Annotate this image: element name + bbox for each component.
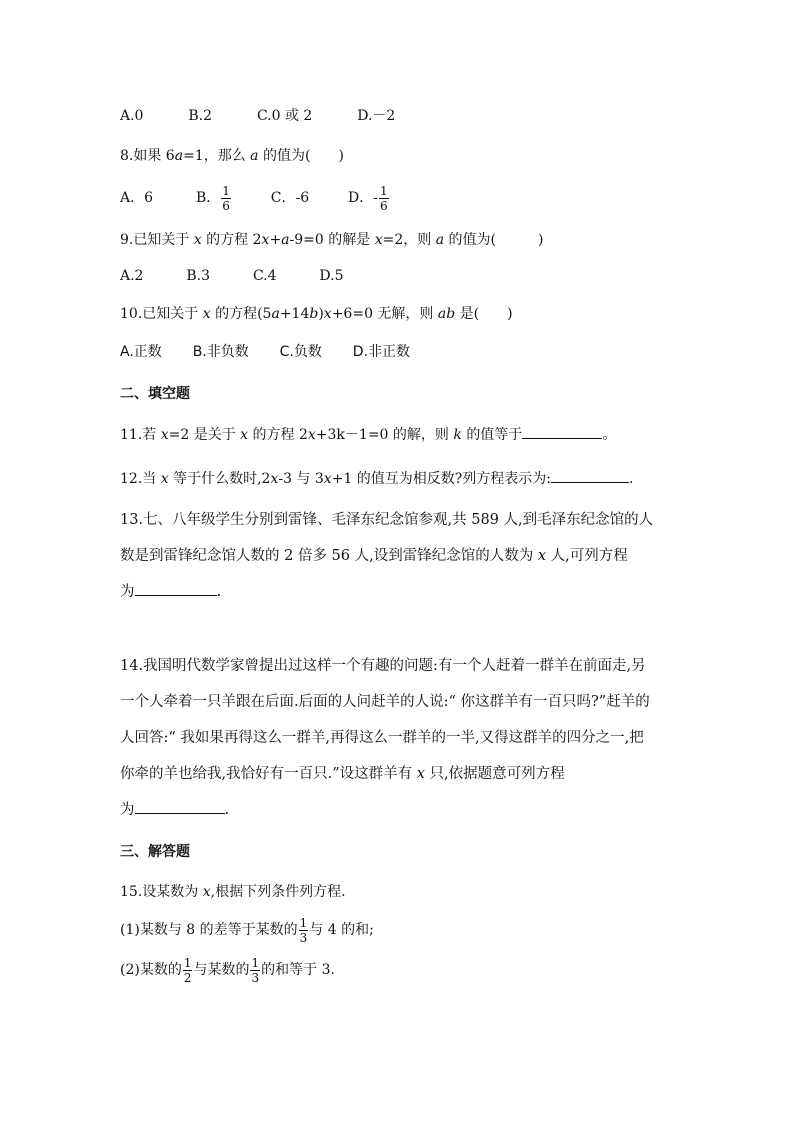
q8-text: 8.如果 6	[120, 148, 175, 164]
q9-text: -9=0 的解是	[289, 232, 371, 248]
denominator: 3	[299, 930, 308, 945]
q9-options	[120, 266, 344, 286]
q15-text: ,根据下列条件列方程.	[210, 884, 346, 900]
q8-option-c: C．-6	[270, 190, 310, 206]
q9-option-c: C.4	[252, 268, 277, 284]
q9-var: a	[435, 232, 445, 248]
q8-option-d-fraction	[379, 185, 389, 212]
q12-var: x	[160, 471, 169, 487]
q12-var: x	[270, 471, 279, 487]
q13-line: 13.七、八年级学生分别到雷锋、毛泽东纪念馆参观,共 589 人,到毛泽东纪念馆的人	[120, 512, 654, 528]
q11-text: 11.若	[120, 427, 157, 443]
q10-option-c: C.负数	[279, 344, 322, 360]
q15-part2	[120, 954, 335, 986]
q7-options	[120, 106, 395, 126]
section-heading-solve: 三、解答题	[120, 844, 190, 860]
q14-text: .	[224, 802, 230, 818]
numerator: 1	[299, 915, 308, 930]
q14-line	[120, 756, 700, 792]
q11-answer-blank[interactable]	[522, 424, 602, 439]
q10-text: 的方程(5	[215, 306, 272, 322]
q9-option-b: B.3	[186, 268, 211, 284]
q9-text: 的值为( )	[448, 232, 544, 248]
q15-var: x	[202, 884, 211, 900]
q13-line	[120, 538, 700, 574]
q13-var: x	[537, 548, 547, 564]
q10-var: ab	[437, 306, 456, 322]
q15-text: (2)某数的	[120, 962, 182, 978]
q11-var: x	[240, 427, 249, 443]
numerator: 1	[183, 955, 192, 970]
q10-option-d: D.非正数	[352, 344, 411, 360]
q10-text: +14	[279, 306, 310, 322]
q15-text: 与 4 的和;	[309, 922, 374, 938]
q10-var: x	[202, 306, 211, 322]
denominator: 6	[222, 198, 230, 213]
q10-var: a	[271, 306, 280, 322]
q14-line: 人回答:“ 我如果再得这么一群羊,再得这么一群羊的一半,又得这群羊的四分之一,把	[120, 730, 644, 746]
q12-answer-blank[interactable]	[551, 468, 629, 483]
q10-stem	[120, 304, 513, 324]
q10-text: 是( )	[459, 306, 513, 322]
q8-option-d-prefix: D．-	[348, 190, 379, 206]
q11-var: x	[307, 427, 316, 443]
q12-text: .	[629, 471, 634, 487]
q8-text: =1，那么	[183, 148, 246, 164]
q12-var: x	[323, 471, 332, 487]
q15-text: 与某数的	[193, 962, 250, 978]
q12-text: -3 与 3	[278, 471, 324, 487]
q13-text: 数是到雷锋纪念馆人数的 2 倍多 56 人,设到雷锋纪念馆的人数为	[120, 548, 534, 564]
q15-text: 15.设某数为	[120, 884, 199, 900]
q9-option-d: D.5	[319, 268, 344, 284]
q11-text: =2 是关于	[168, 427, 236, 443]
q7-option-a: A.0	[120, 108, 144, 124]
q11-text: 。	[602, 427, 617, 443]
q9-var: x	[374, 232, 383, 248]
q12-text: +1 的值互为相反数?列方程表示为:	[331, 471, 552, 487]
q15-text: 的和等于 3.	[261, 962, 335, 978]
q14-var: x	[416, 766, 425, 782]
denominator: 2	[183, 970, 192, 985]
q10-var: x	[323, 306, 332, 322]
denominator: 6	[380, 198, 388, 213]
q15-part2-fraction-1	[183, 957, 193, 984]
q13-text: .	[216, 584, 222, 600]
q15-part1-fraction	[299, 917, 309, 944]
q14-text: 只,依据题意可列方程	[429, 766, 565, 782]
q7-option-c: C.0 或 2	[256, 108, 313, 124]
q12-text: 12.当	[120, 471, 157, 487]
q11	[120, 424, 616, 445]
q15-part2-fraction-2	[250, 957, 260, 984]
q8-option-b-fraction	[221, 185, 231, 212]
q12-text: 等于什么数时,2	[173, 471, 271, 487]
denominator: 3	[251, 970, 260, 985]
q9-text: =2，则	[382, 232, 432, 248]
q13-answer-blank[interactable]	[135, 581, 217, 596]
q11-text: 的方程 2	[252, 427, 308, 443]
q8-var: a	[250, 148, 259, 164]
q9-stem	[120, 230, 543, 250]
q10-options	[120, 342, 410, 362]
q10-text: 10.已知关于	[120, 306, 199, 322]
q14-text: 为	[120, 802, 135, 818]
q13	[120, 502, 700, 610]
q10-text: )	[318, 306, 324, 322]
q13-text: 为	[120, 584, 135, 600]
q9-var: x	[261, 232, 270, 248]
q7-option-d: D.－2	[357, 108, 396, 124]
q9-text: 的方程 2	[206, 232, 262, 248]
numerator: 1	[380, 183, 388, 198]
q8-text: 的值为( )	[262, 148, 344, 164]
q8-var: a	[174, 148, 184, 164]
q11-text: 的值等于	[466, 427, 523, 443]
q9-option-a: A.2	[120, 268, 144, 284]
q12	[120, 468, 633, 489]
q11-text: +3k－1=0 的解，则	[315, 427, 449, 443]
q10-option-a: A.正数	[120, 344, 162, 360]
q14-line: 14.我国明代数学家曾提出过这样一个有趣的问题:有一个人赶着一群羊在前面走,另	[120, 658, 646, 674]
q14-text: 你牵的羊也给我,我恰好有一百只.”设这群羊有	[120, 766, 413, 782]
q14-answer-blank[interactable]	[135, 799, 225, 814]
q13-line	[120, 574, 700, 610]
q14-line	[120, 792, 700, 828]
q8-option-b	[195, 183, 232, 213]
q10-text: +6=0 无解，则	[331, 306, 434, 322]
q9-text: +	[269, 232, 282, 248]
q9-text: 9.已知关于	[120, 232, 190, 248]
q8-options	[120, 184, 390, 212]
q9-var: x	[193, 232, 202, 248]
q14	[120, 648, 700, 828]
q14-line: 一个人牵着一只羊跟在后面.后面的人问赶羊的人说:“ 你这群羊有一百只吗?”赶羊的	[120, 694, 650, 710]
q15-part1	[120, 914, 374, 946]
q8-option-a: A．6	[120, 190, 154, 206]
q8-option-d	[348, 183, 390, 213]
numerator: 1	[222, 183, 230, 198]
q10-option-b: B.非负数	[192, 344, 249, 360]
q7-option-b: B.2	[188, 108, 213, 124]
q11-var: k	[453, 427, 462, 443]
q9-var: a	[281, 232, 290, 248]
q11-var: x	[160, 427, 169, 443]
section-heading-fill-blank: 二、填空题	[120, 386, 190, 402]
q15-text: (1)某数与 8 的差等于某数的	[120, 922, 298, 938]
numerator: 1	[251, 955, 260, 970]
q10-var: b	[309, 306, 319, 322]
q8-stem	[120, 146, 344, 166]
q13-text: 人,可列方程	[550, 548, 628, 564]
q15-stem	[120, 882, 346, 902]
q8-option-b-prefix: B．	[195, 190, 221, 206]
